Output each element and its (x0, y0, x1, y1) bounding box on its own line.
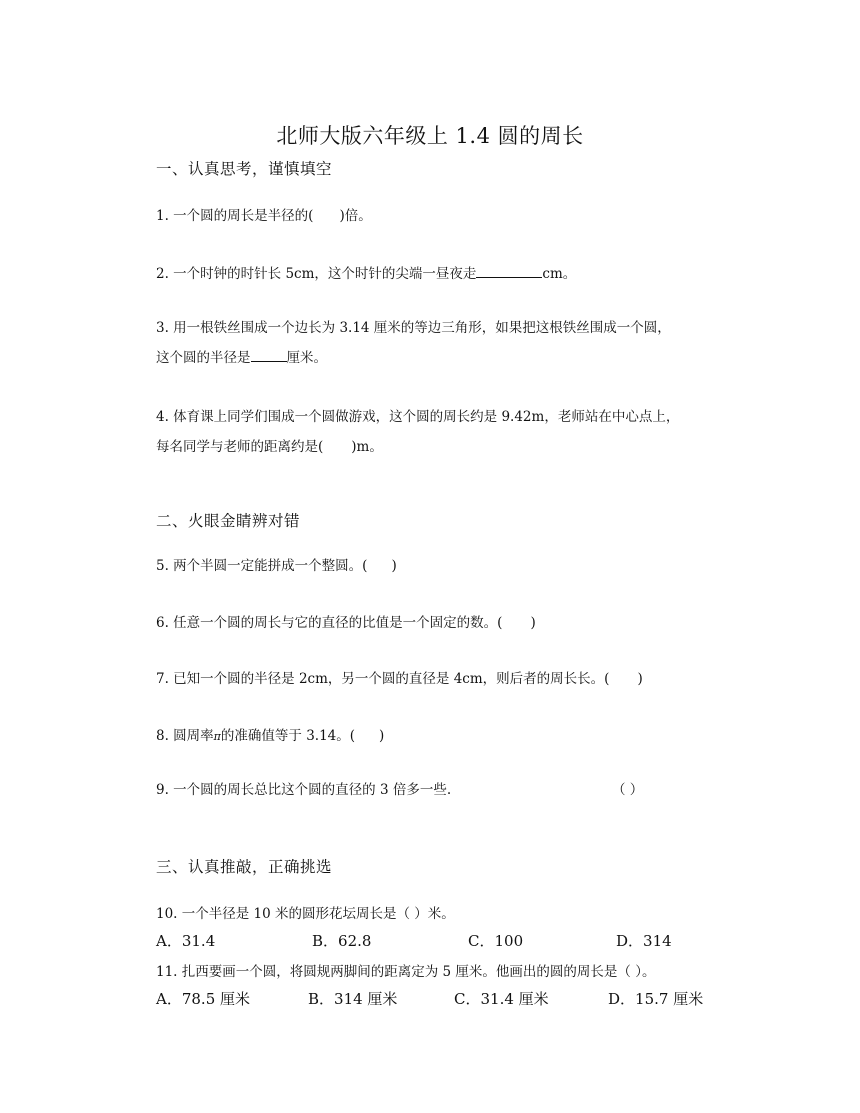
question-6 (156, 611, 536, 635)
question-11 (156, 960, 655, 984)
option-d: D．15.7 厘米 (608, 990, 704, 1008)
question-10-text: 10. 一个半径是 10 米的圆形花坛周长是（ ）米。 (156, 906, 455, 922)
question-2 (156, 262, 576, 286)
question-1-text: 1. 一个圆的周长是半径的( (156, 208, 314, 224)
question-7-text-end: ) (637, 671, 643, 687)
option-a: A．31.4 (156, 932, 216, 950)
question-3-text: 这个圆的半径是 (156, 350, 251, 366)
question-8 (156, 724, 384, 749)
question-7 (156, 667, 643, 691)
answer-parentheses: （ ） (612, 782, 644, 798)
option-c: C．31.4 厘米 (454, 990, 549, 1008)
option-b: B．314 厘米 (308, 990, 398, 1008)
question-9-text: 9. 一个圆的周长总比这个圆的直径的 3 倍多一些. (156, 782, 452, 798)
question-2-text: 2. 一个时钟的时针长 5cm，这个时针的尖端一昼夜走 (156, 266, 477, 282)
question-5-text-end: ) (391, 558, 397, 574)
question-10-options (156, 930, 716, 952)
section-heading-multiple-choice: 三、认真推敲，正确挑选 (156, 858, 333, 876)
option-b: B．62.8 (312, 932, 372, 950)
question-6-text-end: ) (530, 615, 536, 631)
question-3-text-end: 厘米。 (286, 350, 327, 366)
question-4-text-end: )m。 (351, 439, 383, 455)
question-10 (156, 902, 455, 926)
question-11-text: 11. 扎西要画一个圆，将圆规两脚间的距离定为 5 厘米。他画出的圆的周长是（ ）。 (156, 964, 656, 980)
question-4-text: 每名同学与老师的距离约是( (156, 439, 324, 455)
question-9 (156, 778, 676, 802)
answer-blank (251, 347, 287, 362)
question-4 (156, 405, 679, 459)
question-8-text-mid: 的准确值等于 3.14。( (220, 728, 356, 744)
option-a: A．78.5 厘米 (156, 990, 250, 1008)
question-4-line-1: 4. 体育课上同学们围成一个圆做游戏，这个圆的周长约是 9.42m，老师站在中心点上， (156, 409, 680, 425)
question-8-text: 8. 圆周率 (156, 728, 214, 744)
question-7-text: 7. 已知一个圆的半径是 2cm，另一个圆的直径是 4cm，则后者的周长长。( (156, 671, 610, 687)
pi-symbol: π (213, 730, 221, 743)
question-6-text: 6. 任意一个圆的周长与它的直径的比值是一个固定的数。( (156, 615, 503, 631)
page-title: 北师大版六年级上 1.4 圆的周长 (276, 124, 584, 148)
option-c: C．100 (468, 932, 524, 950)
question-8-text-end: ) (379, 728, 385, 744)
answer-blank (476, 263, 542, 278)
question-5 (156, 554, 397, 578)
section-heading-true-false: 二、火眼金睛辨对错 (156, 512, 301, 530)
question-5-text: 5. 两个半圆一定能拼成一个整圆。( (156, 558, 368, 574)
section-heading-fill-blank: 一、认真思考，谨慎填空 (156, 160, 333, 178)
option-d: D．314 (616, 932, 672, 950)
question-3-line-1: 3. 用一根铁丝围成一个边长为 3.14 厘米的等边三角形，如果把这根铁丝围成一个圆， (156, 320, 671, 336)
question-11-options (156, 988, 716, 1010)
question-1 (156, 204, 372, 228)
question-3 (156, 316, 671, 370)
question-2-text-end: cm。 (542, 266, 577, 282)
question-1-text-end: )倍。 (339, 208, 372, 224)
